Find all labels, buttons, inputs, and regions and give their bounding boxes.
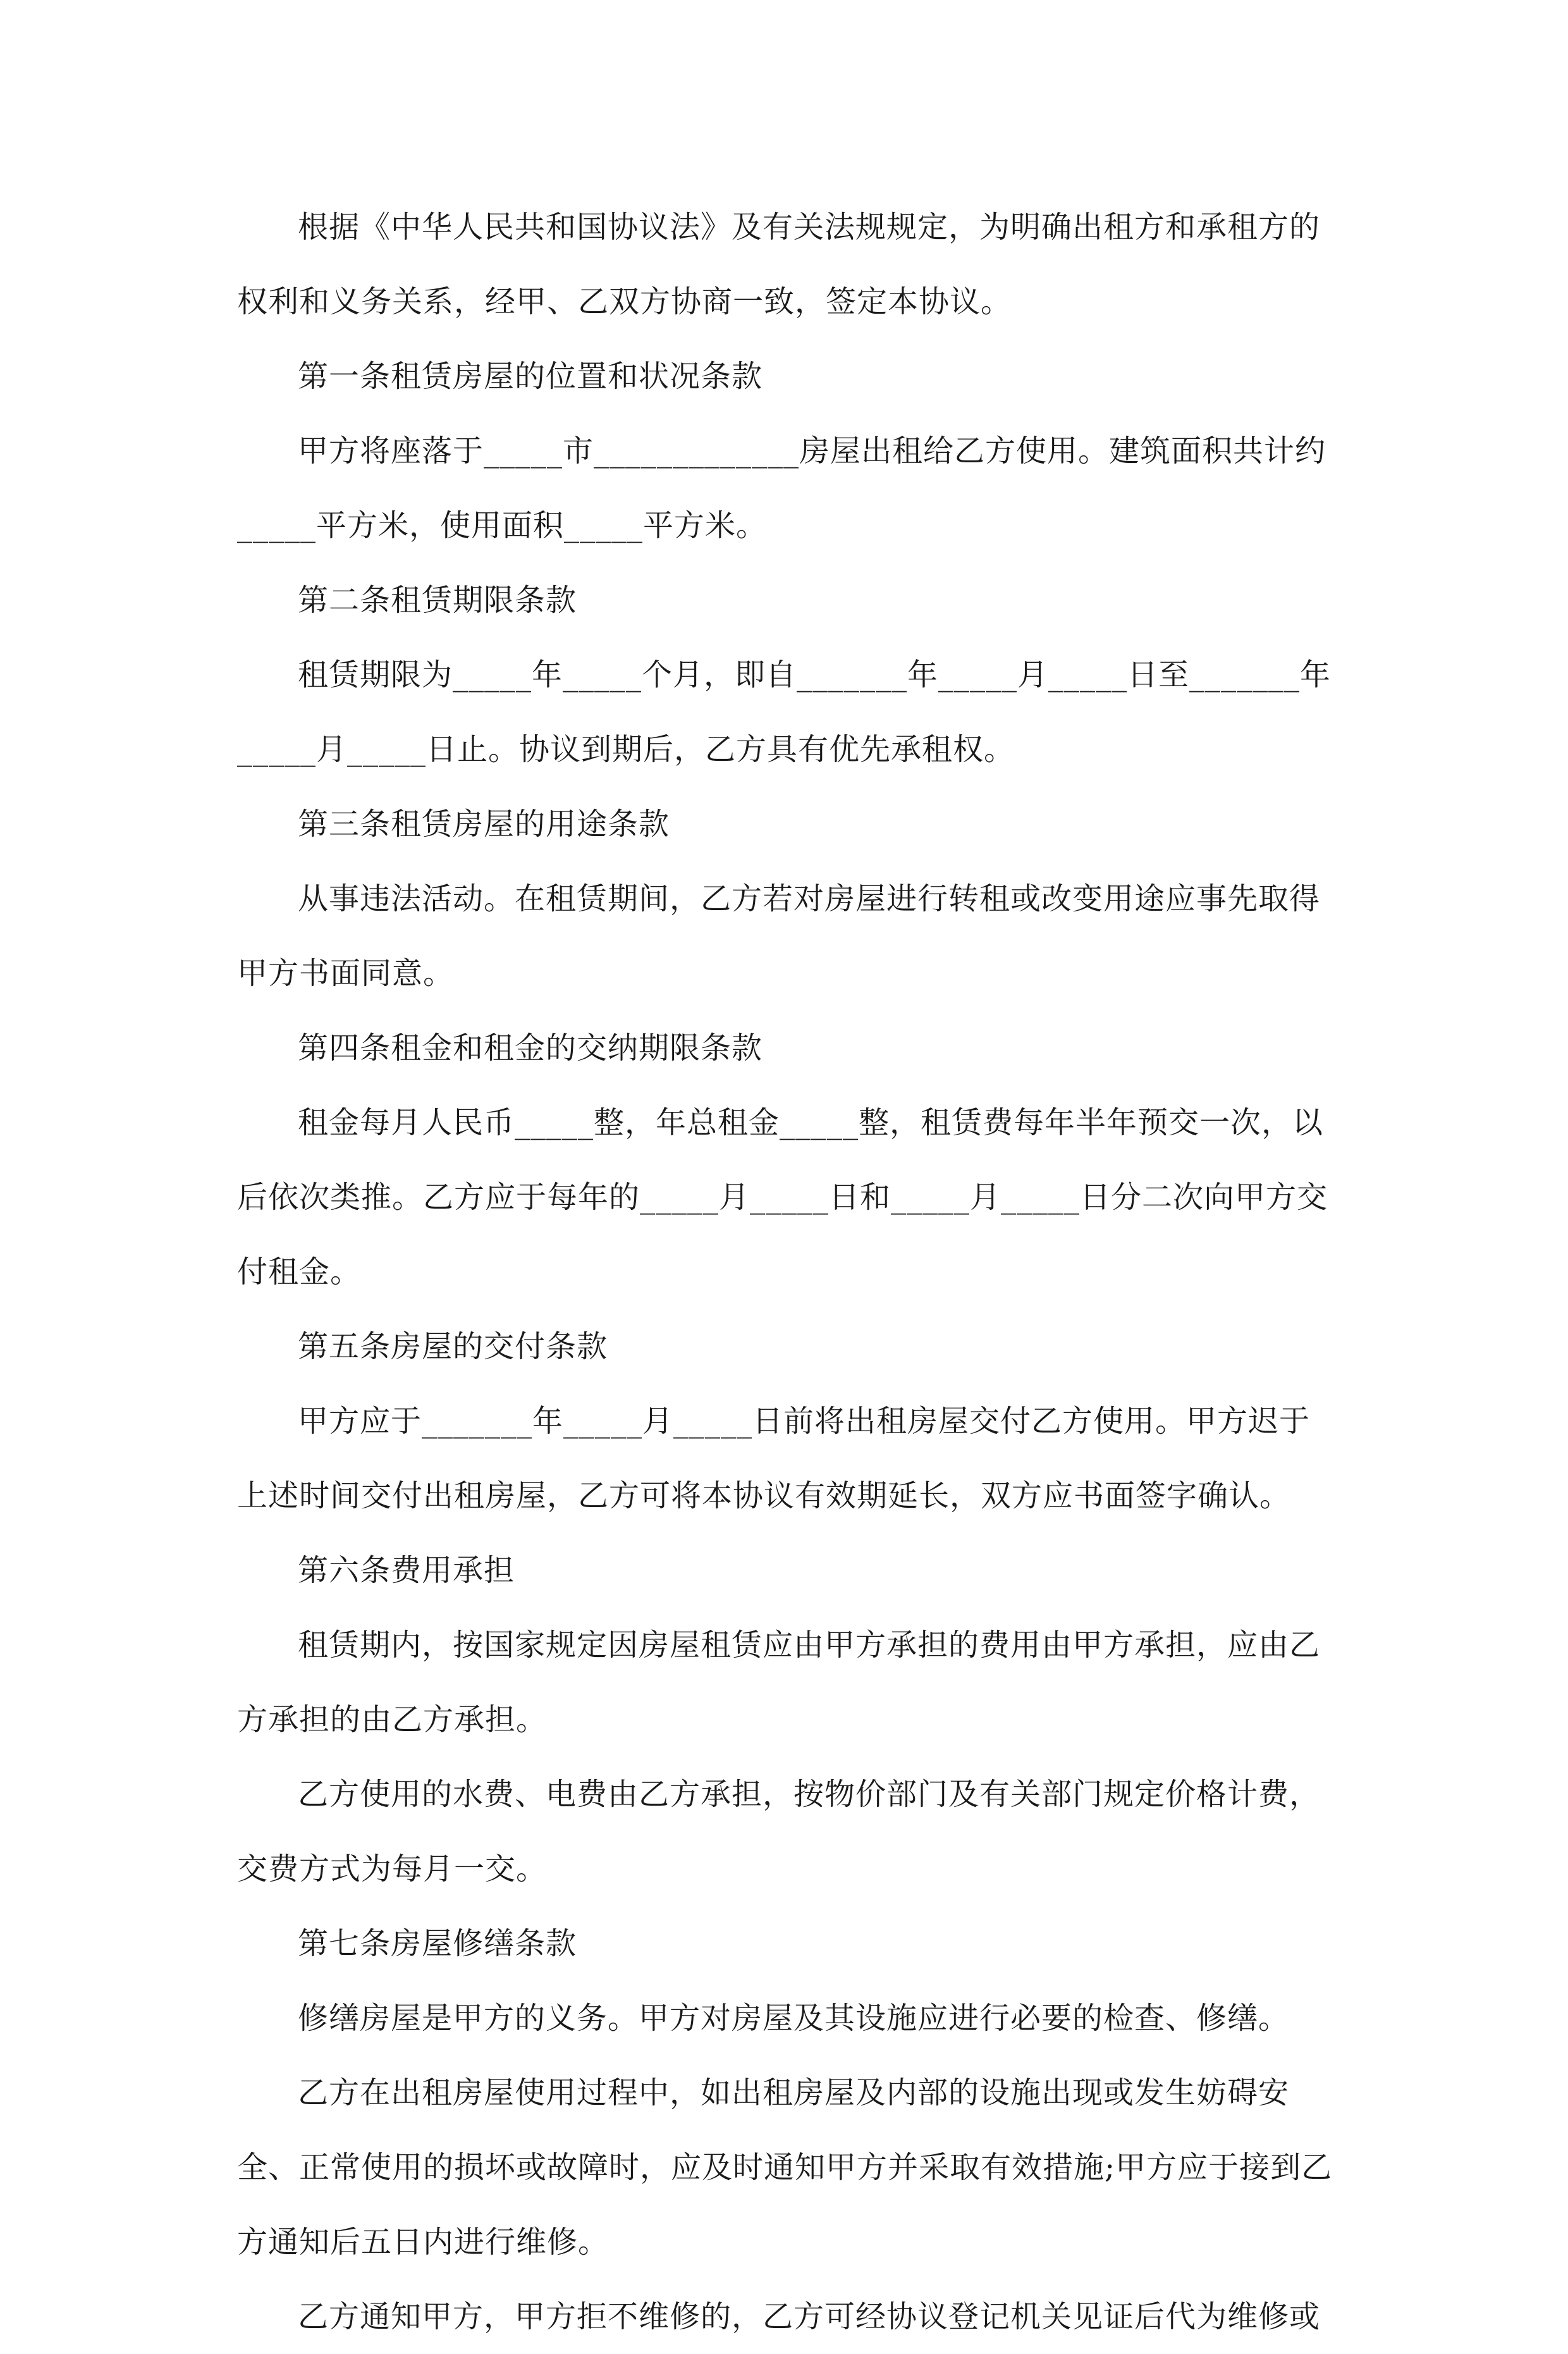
article-4-paragraph: 租金每月人民币_____整，年总租金_____整，租赁费每年半年预交一次，以后依次类推。乙方应于每年的_____月_____日和_____月_____日分二次向甲方交付租金。 [237, 1105, 1328, 1290]
paragraph-preamble: 根据《中华人民共和国协议法》及有关法规规定，为明确出租方和承租方的权利和义务关系，经甲、乙双方协商一致，签定本协议。 [237, 209, 1321, 319]
article-7-paragraph-3: 乙方通知甲方，甲方拒不维修的，乙方可经协议登记机关见证后代为维修或 [298, 2299, 1321, 2334]
article-6-paragraph-2: 乙方使用的水费、电费由乙方承担，按物价部门及有关部门规定价格计费，交费方式为每月一交。 [237, 1777, 1321, 1887]
article-5-heading: 第五条房屋的交付条款 [298, 1329, 608, 1364]
article-6-paragraph-1: 租赁期内，按国家规定因房屋租赁应由甲方承担的费用由甲方承担，应由乙方承担的由乙方承担。 [237, 1627, 1321, 1737]
article-7-paragraph-2: 乙方在出租房屋使用过程中，如出租房屋及内部的设施出现或发生妨碍安全、正常使用的损坏或故障时，应及时通知甲方并采取有效措施;甲方应于接到乙方通知后五日内进行维修。 [237, 2075, 1333, 2260]
article-3-paragraph: 从事违法活动。在租赁期间，乙方若对房屋进行转租或改变用途应事先取得甲方书面同意。 [237, 881, 1321, 991]
article-5-paragraph: 甲方应于_______年_____月_____日前将出租房屋交付乙方使用。甲方迟于上述时间交付出租房屋，乙方可将本协议有效期延长，双方应书面签字确认。 [237, 1403, 1311, 1513]
article-2-heading: 第二条租赁期限条款 [298, 582, 577, 618]
article-1-heading: 第一条租赁房屋的位置和状况条款 [298, 359, 763, 394]
document-body [237, 190, 1337, 2354]
article-7-heading: 第七条房屋修缮条款 [298, 1926, 577, 1961]
article-3-heading: 第三条租赁房屋的用途条款 [298, 806, 670, 842]
article-6-heading: 第六条费用承担 [298, 1553, 515, 1588]
article-4-heading: 第四条租金和租金的交纳期限条款 [298, 1030, 763, 1066]
article-1-paragraph: 甲方将座落于_____市_____________房屋出租给乙方使用。建筑面积共计约_____平方米，使用面积_____平方米。 [237, 433, 1326, 543]
article-2-paragraph: 租赁期限为_____年_____个月，即自_______年_____月_____日至_______年_____月_____日止。协议到期后，乙方具有优先承租权。 [237, 657, 1332, 767]
article-7-paragraph-1: 修缮房屋是甲方的义务。甲方对房屋及其设施应进行必要的检查、修缮。 [298, 2000, 1290, 2036]
